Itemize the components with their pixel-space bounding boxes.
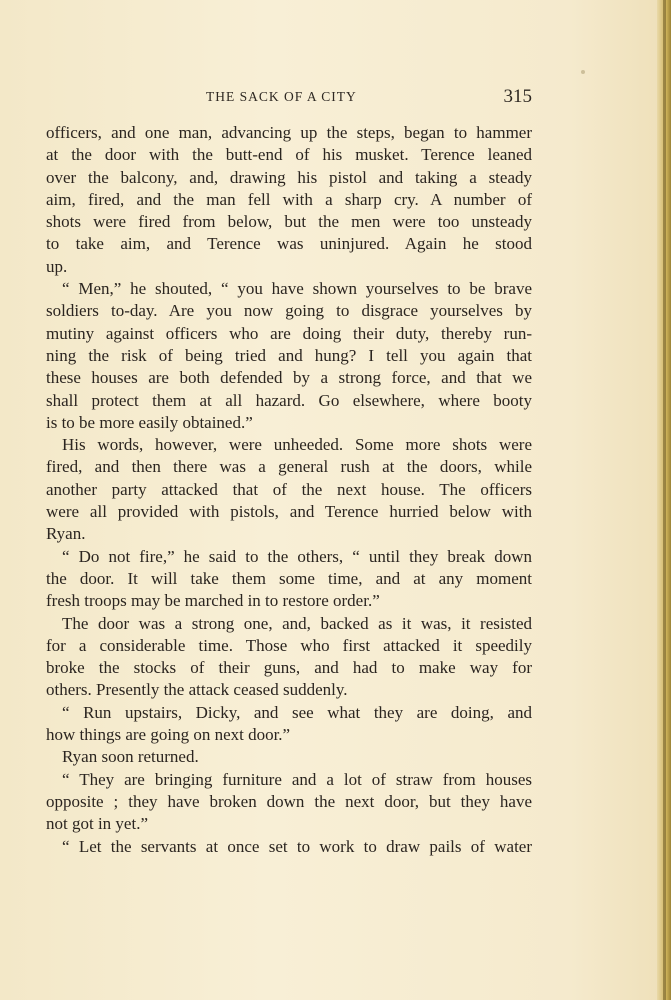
text-line: up.: [46, 256, 68, 276]
running-title: THE SACK OF A CITY: [206, 89, 357, 104]
text-line: mutiny against officers who are doing their duty, thereby run-: [46, 323, 532, 343]
text-line: The door was a strong one, and, backed as it was, it resisted: [62, 613, 532, 633]
text-line: were all provided with pistols, and Terence hurried below with: [46, 502, 532, 522]
text-line: how things are going on next door.”: [46, 725, 291, 745]
text-line: ning the risk of being tried and hung? I tell you again that: [46, 345, 532, 365]
text-line: Ryan.: [46, 524, 86, 544]
text-line: broke the stocks of their guns, and had to make way for: [46, 658, 532, 678]
page-edge-strip: [663, 0, 666, 1000]
text-line: Ryan soon returned.: [62, 747, 199, 767]
text-line: aim, fired, and the man fell with a sharp cry. A number of: [46, 189, 532, 209]
text-line: soldiers to-day. Are you now going to disgrace yourselves by: [46, 301, 532, 321]
text-line: is to be more easily obtained.”: [46, 412, 253, 432]
text-line: opposite ; they have broken down the next door, but they have: [46, 791, 532, 811]
page-number: 315: [503, 86, 532, 107]
text-line: “ They are bringing furniture and a lot of straw from houses: [62, 769, 532, 789]
text-line: “ Let the servants at once set to work to draw pails of water: [62, 836, 532, 856]
text-line: fresh troops may be marched in to restore order.”: [46, 591, 380, 611]
paper-spot: [581, 70, 585, 74]
text-line: shall protect them at all hazard. Go elsewhere, where booty: [46, 390, 532, 410]
text-line: at the door with the butt-end of his musket. Terence leaned: [46, 145, 532, 165]
page-header: [46, 86, 532, 110]
text-line: over the balcony, and, drawing his pistol and taking a steady: [46, 167, 532, 187]
text-line: “ Run upstairs, Dicky, and see what they are doing, and: [62, 702, 532, 722]
text-line: “ Men,” he shouted, “ you have shown yourselves to be brave: [62, 279, 532, 299]
page-edge: [657, 0, 671, 1000]
text-line: fired, and then there was a general rush at the doors, while: [46, 457, 532, 477]
text-line: “ Do not fire,” he said to the others, “ until they break down: [62, 546, 532, 566]
text-line: to take aim, and Terence was uninjured. Again he stood: [46, 234, 532, 254]
text-line: others. Presently the attack ceased suddenly.: [46, 680, 348, 700]
text-line: His words, however, were unheeded. Some more shots were: [62, 435, 532, 455]
text-line: for a considerable time. Those who first attacked it speedily: [46, 635, 532, 655]
body-text: [46, 122, 532, 858]
text-line: another party attacked that of the next house. The officers: [46, 479, 532, 499]
text-line: shots were fired from below, but the men were too unsteady: [46, 212, 532, 232]
text-line: officers, and one man, advancing up the steps, began to hammer: [46, 123, 532, 142]
text-line: not got in yet.”: [46, 814, 148, 834]
text-line: the door. It will take them some time, and at any moment: [46, 568, 532, 588]
text-line: these houses are both defended by a strong force, and that we: [46, 368, 532, 388]
